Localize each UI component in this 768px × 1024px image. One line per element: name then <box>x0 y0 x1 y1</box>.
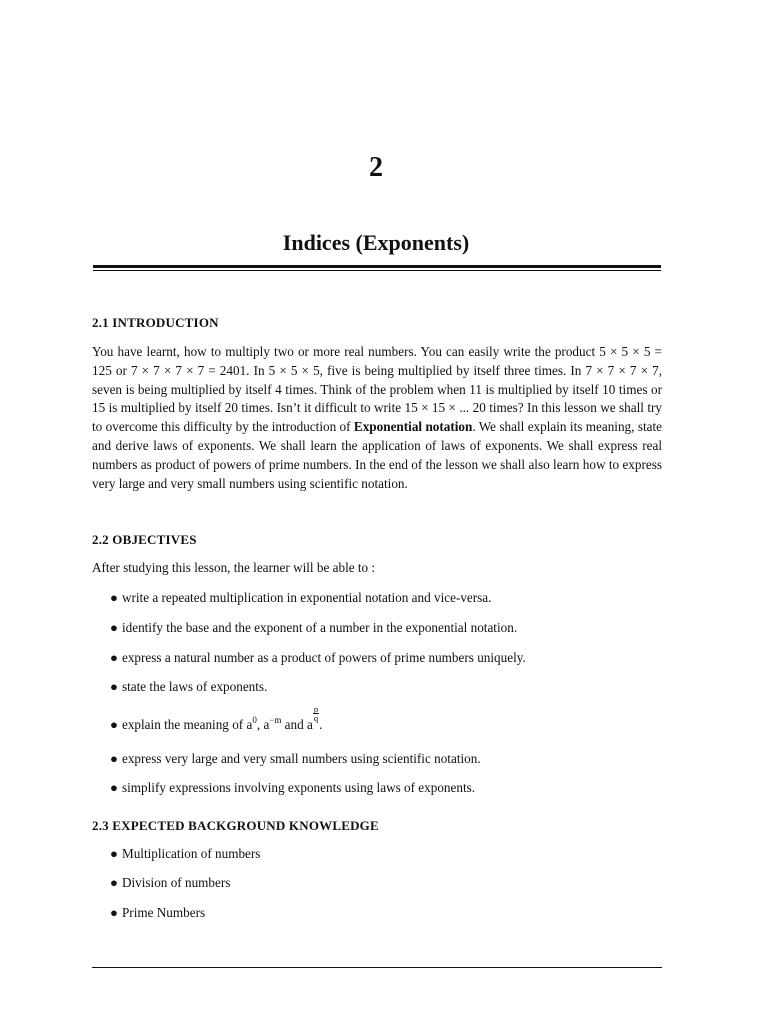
bullet-icon: ● <box>110 620 118 635</box>
objective-item <box>110 620 517 636</box>
objective-item <box>110 679 267 695</box>
introduction-text-start: You have learnt, how to multiply two or more real numbers. You can easily write the product 5 × 5 × 5 = 125 or 7 × 7 × 7 × 7 = 2401. In 5 × 5 × 5, five is being multiplied by itself three times. In 7 × 7 × 7 × 7, seven is being multiplied by itself 4 times. Think of the problem when 11 is multiplied by itself 10 times or 15 is multiplied by itself 20 times. Isn’t it difficult to write 15 × 15 × ... 20 times? In this lesson we shall try to overcome this difficulty by the introduction of <box>92 344 662 435</box>
bullet-icon: ● <box>110 717 118 732</box>
footer-rule <box>92 967 662 968</box>
section-heading-introduction: 2.1 INTRODUCTION <box>92 315 219 330</box>
background-item <box>110 875 230 891</box>
background-item <box>110 905 205 921</box>
bullet-icon: ● <box>110 650 118 665</box>
fraction-numerator: p <box>313 704 319 714</box>
background-text: Division of numbers <box>121 875 231 890</box>
objective-item <box>110 650 526 666</box>
objective-text: state the laws of exponents. <box>121 679 268 694</box>
bullet-icon: ● <box>110 905 118 920</box>
background-item <box>110 846 260 862</box>
objective-item <box>110 590 491 606</box>
chapter-number: 2 <box>369 152 383 183</box>
objective-text: express very large and very small numbers using scientific notation. <box>121 751 481 766</box>
exponential-notation-term: Exponential notation <box>353 419 473 435</box>
bullet-icon: ● <box>110 751 118 766</box>
fraction-denominator: q <box>313 713 319 723</box>
chapter-title: Indices (Exponents) <box>282 230 470 255</box>
exponent-zero: 0 <box>252 715 257 725</box>
meaning-mid2: and a <box>281 717 313 732</box>
title-double-rule <box>93 265 661 271</box>
introduction-text-end: . We shall explain its meaning, state and derive laws of exponents. We shall learn the application of laws of exponents. We shall express real numbers as product of powers of prime numbers. In the end of the lesson we shall also learn how to express very large and very small numbers using scientific notation. <box>92 419 662 491</box>
bullet-icon: ● <box>110 875 118 890</box>
bullet-icon: ● <box>110 590 118 605</box>
meaning-prefix: explain the meaning of a <box>121 717 253 732</box>
objective-text: express a natural number as a product of powers of prime numbers uniquely. <box>121 650 526 665</box>
meaning-suffix: . <box>319 717 323 732</box>
background-text: Prime Numbers <box>121 905 206 920</box>
background-text: Multiplication of numbers <box>121 846 261 861</box>
objective-text: identify the base and the exponent of a number in the exponential notation. <box>121 620 518 635</box>
bullet-icon: ● <box>110 679 118 694</box>
objective-item <box>110 780 475 796</box>
section-heading-objectives: 2.2 OBJECTIVES <box>92 532 197 547</box>
bullet-icon: ● <box>110 780 118 795</box>
exponent-fraction <box>313 705 319 722</box>
bullet-icon: ● <box>110 846 118 861</box>
meaning-mid1: , a <box>256 717 270 732</box>
objectives-intro: After studying this lesson, the learner will be able to : <box>92 560 376 575</box>
exponent-negative-m: −m <box>269 715 282 725</box>
section-heading-background: 2.3 EXPECTED BACKGROUND KNOWLEDGE <box>92 818 379 833</box>
objective-text: write a repeated multiplication in exponential notation and vice-versa. <box>121 590 492 605</box>
objective-text: simplify expressions involving exponents using laws of exponents. <box>121 780 476 795</box>
introduction-paragraph <box>92 343 662 493</box>
objective-item-exponent-meaning <box>110 704 323 734</box>
objective-item <box>110 751 481 767</box>
